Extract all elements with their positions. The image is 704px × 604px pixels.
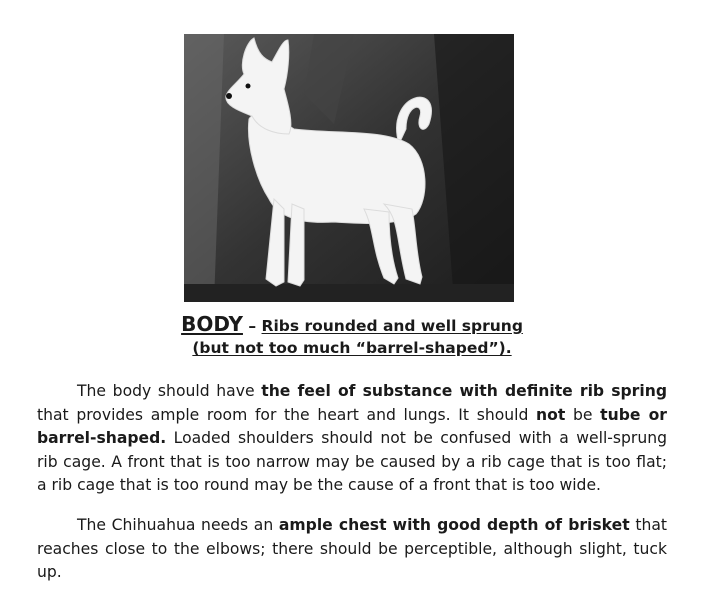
text-run: The Chihuahua needs an bbox=[77, 516, 279, 534]
heading-dash: – bbox=[248, 317, 257, 335]
body-paragraph-1 bbox=[37, 380, 667, 498]
bold-run: not bbox=[536, 405, 566, 424]
heading-title: BODY bbox=[181, 312, 243, 336]
bold-run: ample chest with good depth of brisket bbox=[278, 516, 630, 534]
text-run: The body should have bbox=[77, 382, 262, 400]
bold-run: the feel of substance with definite rib spring bbox=[261, 382, 667, 400]
chihuahua-illustration bbox=[184, 34, 514, 302]
section-heading bbox=[120, 313, 584, 359]
heading-subtitle-1: Ribs rounded and well sprung bbox=[261, 317, 523, 335]
dog-photo bbox=[184, 34, 514, 302]
heading-subtitle-2: (but not too much “barrel-shaped”). bbox=[192, 339, 512, 357]
text-run: that reaches close to the elbows; there should be perceptible, although slight, tuck up. bbox=[37, 516, 667, 581]
body-paragraph-2 bbox=[37, 514, 667, 585]
bold-run: tube or barrel-shaped. bbox=[37, 405, 667, 447]
heading-line-1 bbox=[120, 313, 584, 337]
text-run: Loaded shoulders should not be confused with a well-sprung rib cage. A front that is too narrow may be caused by a rib cage that is too flat; a rib cage that is too round may be the cause of a front that is too wide. bbox=[37, 429, 667, 494]
heading-line-2 bbox=[120, 337, 584, 359]
text-run: be bbox=[565, 405, 601, 424]
text-run: that provides ample room for the heart and lungs. It should bbox=[37, 405, 537, 424]
